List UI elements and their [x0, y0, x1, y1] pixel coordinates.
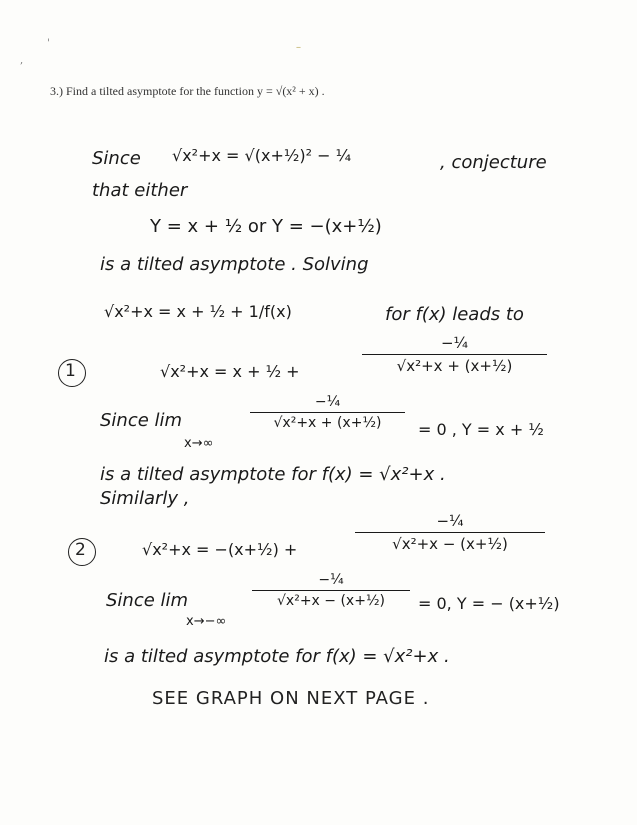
- lim-1-fraction: [250, 394, 405, 431]
- lim-2-subscript: x→−∞: [186, 614, 227, 629]
- since-lim-2: Since lim: [106, 590, 189, 611]
- equation-1-denominator: √x²+x + (x+½): [396, 357, 513, 375]
- equation-2-label: 2: [75, 540, 86, 560]
- stray-mark: ,: [20, 55, 24, 66]
- identity-expression: √x²+x = √(x+½)² − ¼: [172, 146, 352, 165]
- lim-1-denominator: √x²+x + (x+½): [273, 415, 382, 431]
- candidate-asymptotes: Y = x + ½ or Y = −(x+½): [150, 216, 382, 237]
- lim-1-result: = 0 , Y = x + ½: [418, 420, 544, 439]
- tilted-asymptote-statement-1: is a tilted asymptote for f(x) = √x²+x .: [100, 464, 446, 485]
- stray-mark: –: [296, 42, 301, 53]
- equation-1-label: 1: [65, 361, 76, 381]
- equation-2-fraction: [355, 512, 545, 553]
- lim-2-fraction: [252, 572, 410, 609]
- conjecture-word: , conjecture: [440, 152, 547, 173]
- stray-mark: ': [47, 38, 50, 49]
- lim-1-numerator: −¼: [314, 394, 341, 410]
- since-word: Since: [92, 148, 141, 169]
- similarly-text: Similarly ,: [100, 488, 190, 509]
- equation-2-left: √x²+x = −(x+½) +: [142, 540, 298, 559]
- tilted-asymptote-statement-2: is a tilted asymptote for f(x) = √x²+x .: [104, 646, 450, 667]
- equation-1-numerator: −¼: [440, 334, 469, 352]
- lim-2-numerator: −¼: [318, 572, 344, 588]
- equation-2-numerator: −¼: [436, 512, 464, 530]
- that-either-text: that either: [92, 180, 188, 201]
- lim-1-subscript: x→∞: [184, 436, 214, 451]
- equation-2-denominator: √x²+x − (x+½): [392, 535, 508, 553]
- since-lim-1: Since lim: [100, 410, 183, 431]
- equation-1-left: √x²+x = x + ½ +: [160, 362, 300, 381]
- solve-equation: √x²+x = x + ½ + 1/f(x): [104, 302, 292, 321]
- problem-statement: 3.) Find a tilted asymptote for the function y = √(x² + x) .: [50, 84, 325, 98]
- see-graph-note: SEE GRAPH ON NEXT PAGE .: [152, 688, 430, 709]
- lim-2-denominator: √x²+x − (x+½): [277, 593, 385, 609]
- tilted-asymptote-solving: is a tilted asymptote . Solving: [100, 254, 369, 275]
- for-fx-leads-to: for f(x) leads to: [385, 304, 524, 325]
- lim-2-result: = 0, Y = − (x+½): [418, 594, 560, 613]
- equation-1-fraction: [362, 334, 547, 375]
